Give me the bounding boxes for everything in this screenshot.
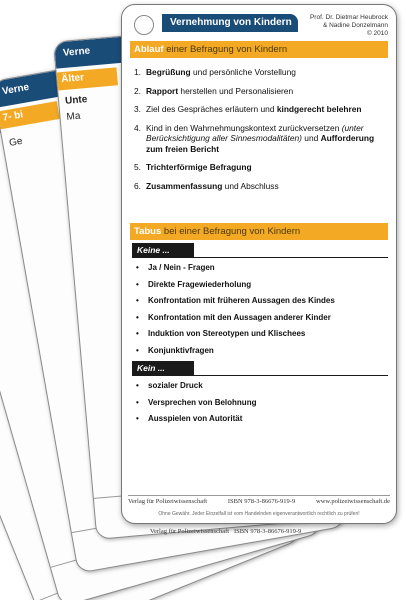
kein-list — [136, 381, 388, 431]
bullet-icon: • — [136, 329, 139, 338]
divider — [132, 257, 388, 258]
back-card-tab: Verne — [62, 45, 91, 59]
footer-url: www.polizeiwissenschaft.de — [316, 498, 390, 505]
subhead-keine: Keine ... — [132, 243, 194, 257]
steps-list — [134, 67, 386, 199]
card-authors: Prof. Dr. Dietmar Heubrock & Nadine Donzelmann © 2010 — [309, 14, 388, 37]
step-item: 6. Zusammenfassung und Abschluss — [134, 180, 279, 191]
step-item: 5. Trichterförmige Befragung — [134, 162, 252, 172]
list-item: • Konfrontation mit früheren Aussagen des Kindes — [136, 296, 335, 305]
back-card-footer: Verlag für Polizeiwissenschaft ISBN 978-3-86676-919-9 — [150, 528, 302, 535]
bullet-icon: • — [136, 263, 139, 272]
list-item: • Versprechen von Belohnung — [136, 397, 257, 407]
keine-list — [136, 263, 388, 362]
list-item: • Ja / Nein - Fragen — [136, 263, 215, 272]
step-item: 4. Kind in den Wahrnehmungskontext zurückversetzen (unter Berücksichtigung aller Sinnesmodalitäten) und Aufforderung zum freien Bericht — [134, 122, 375, 154]
card-footer — [128, 495, 390, 505]
back-card-tab: Verne — [1, 81, 31, 98]
bullet-icon: • — [136, 381, 139, 390]
back-card-snippet: Unte — [64, 93, 88, 107]
bullet-icon: • — [136, 414, 139, 423]
divider — [132, 375, 388, 376]
list-item: • Ausspielen von Autorität — [136, 414, 243, 423]
list-item: • Konfrontation mit den Aussagen anderer Kinder — [136, 312, 331, 322]
section-tabus-header: Tabus bei einer Befragung von Kindern — [130, 223, 388, 240]
bullet-icon: • — [136, 296, 139, 305]
step-item: 2. Rapport herstellen und Personalisieren — [134, 85, 294, 96]
step-item: 3. Ziel des Gespräches erläutern und kindgerecht belehren — [134, 104, 362, 114]
punch-hole-icon — [134, 15, 154, 35]
back-card-orange-label: Älter — [60, 72, 85, 86]
main-card[interactable] — [121, 4, 397, 524]
back-card-orange-label: 7- bi — [1, 109, 25, 124]
back-card-snippet: Ma — [66, 110, 81, 123]
bullet-icon: • — [136, 312, 139, 322]
list-item: • Direkte Fragewiederholung — [136, 279, 252, 289]
footer-disclaimer: Ohne Gewähr. Jeder Einzelfall ist vom Handelnden eigenverantwortlich rechtlich zu prüfen! — [158, 511, 360, 517]
list-item: • sozialer Druck — [136, 381, 203, 390]
section-ablauf-header: Ablauf einer Befragung von Kindern — [130, 41, 388, 58]
bullet-icon: • — [136, 397, 139, 407]
step-item: 1. Begrüßung und persönliche Vorstellung — [134, 67, 296, 77]
bullet-icon: • — [136, 279, 139, 289]
subhead-kein: Kein ... — [132, 361, 194, 375]
back-card-snippet: Ge — [8, 135, 24, 149]
list-item: • Induktion von Stereotypen und Klischees — [136, 329, 306, 338]
footer-publisher: Verlag für Polizeiwissenschaft — [128, 498, 208, 505]
list-item: • Konjunktivfragen — [136, 345, 214, 355]
bullet-icon: • — [136, 345, 139, 355]
footer-isbn: ISBN 978-3-86676-919-9 — [227, 498, 296, 505]
card-title: Vernehmung von Kindern — [162, 14, 298, 32]
